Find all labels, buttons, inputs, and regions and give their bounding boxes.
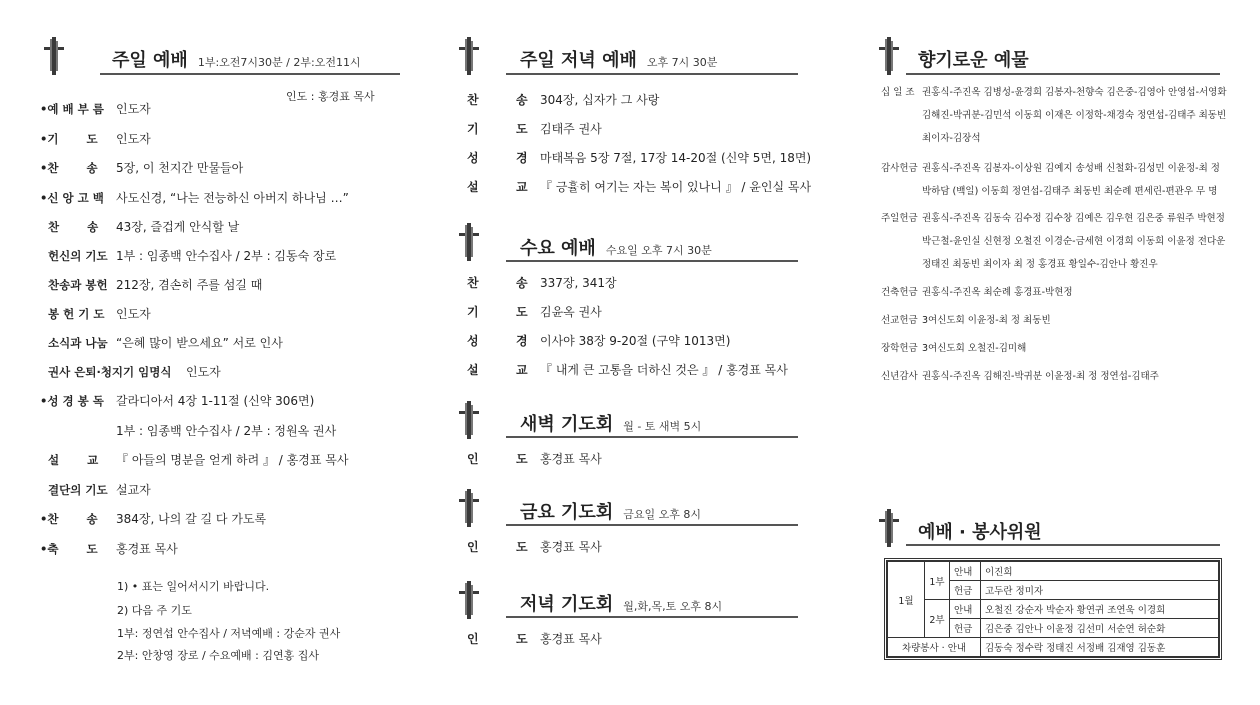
section-divider [100, 73, 400, 75]
order-row [40, 276, 262, 293]
sunday-section-title [112, 46, 361, 72]
order-value: 『 긍휼히 여기는 자는 복이 있나니 』 / 윤인실 목사 [540, 180, 812, 194]
order-label: •축 도 [40, 542, 98, 556]
offering-names: 권홍식-주진옥 김해진-박귀분 이윤정-최 정 정연섭-김태주 [922, 371, 1159, 382]
order-label-end: 송 [516, 276, 528, 290]
nightprayer-subtitle: 월,화,목,토 오후 8시 [623, 600, 723, 613]
order-label: •기 도 [40, 132, 98, 146]
guide-label: 안내 [950, 562, 981, 581]
offering-names: 권홍식-주진옥 김병성-윤경희 김봉자-천향숙 김은중-김영아 안영섭-서영화 [922, 87, 1227, 98]
cross-icon [456, 580, 482, 620]
order-value: 1부 : 임종백 안수집사 / 2부 : 김동숙 장로 [116, 249, 337, 263]
offering-names: 박근철-윤인실 신현정 오철진 이경순-금세현 이경희 이동희 이윤정 전다운 [922, 236, 1226, 247]
order-value: 설교자 [116, 483, 151, 497]
order-row [40, 510, 266, 527]
section-divider [906, 544, 1220, 546]
order-row [40, 130, 151, 147]
cross-icon [456, 36, 482, 76]
order-row [40, 540, 178, 557]
offering-label: 건축헌금 [881, 287, 918, 298]
order-value: 사도신경, “나는 전능하신 아버지 하나님 …” [116, 191, 349, 205]
order-label-end: 도 [516, 452, 528, 466]
offering-names: 박하담 (백일) 이동희 정연섭-김태주 최동빈 최순례 편세린-편관우 무 명 [922, 186, 1218, 197]
offering-label: 감사헌금 [881, 163, 918, 174]
volunteers-table-frame [884, 558, 1222, 660]
order-value: 김태주 권사 [540, 122, 602, 136]
volunteers-title: 예배 · 봉사위원 [918, 522, 1042, 543]
note-line: 2부: 안창영 장로 / 수요예배 : 김연홍 집사 [117, 649, 319, 662]
part1-cell: 1부 [925, 562, 950, 600]
order-row [40, 305, 151, 322]
cross-icon [876, 508, 902, 548]
order-value: 홍경표 목사 [540, 452, 602, 466]
sunday-subtitle: 1부:오전7시30분 / 2부:오전11시 [197, 56, 361, 69]
offering-names: 정태진 최동빈 최이자 최 정 홍경표 황일수-김안나 황진우 [922, 259, 1158, 270]
order-value: 홍경표 목사 [540, 632, 602, 646]
driver-names: 김동숙 정수락 정태진 서정배 김재영 김동훈 [981, 638, 1219, 657]
sunday-title: 주일 예배 [112, 50, 188, 71]
order-row [40, 218, 239, 235]
order-label: 설 [467, 363, 479, 377]
section-divider [506, 524, 798, 526]
evening-title: 주일 저녁 예배 [520, 50, 637, 71]
p2-offer-names: 김은중 김안나 이윤정 김선미 서순연 허순화 [981, 619, 1219, 638]
order-label: •성 경 봉 독 [40, 394, 104, 408]
section-divider [506, 260, 798, 262]
order-row [40, 363, 221, 380]
order-row [40, 392, 314, 409]
cross-icon [456, 222, 482, 262]
order-label-end: 경 [516, 334, 528, 348]
order-value: 384장, 나의 갈 길 다 가도록 [116, 512, 267, 526]
order-label: 설 [467, 180, 479, 194]
order-label: 설 교 [40, 453, 99, 467]
note-line: 1) • 표는 일어서시기 바랍니다. [117, 580, 270, 593]
order-label: 권사 은퇴·청지기 임명식 [40, 365, 172, 379]
order-value: 5장, 이 천지간 만물들아 [116, 161, 244, 175]
order-value: 갈라디아서 4장 1-11절 (신약 306면) [116, 394, 315, 408]
offer-label: 헌금 [950, 581, 981, 600]
order-value: “은혜 많이 받으세요” 서로 인사 [116, 336, 283, 350]
offering-label: 선교헌금 [881, 315, 918, 326]
order-label: 인 [467, 632, 479, 646]
offering-names: 권홍식-주진옥 최순례 홍경표-박현정 [922, 287, 1073, 298]
note-line: 1부: 정연섭 안수집사 / 저녁예배 : 강순자 권사 [117, 627, 341, 640]
cross-icon [41, 36, 67, 76]
order-value: 337장, 341장 [540, 276, 617, 290]
order-row [40, 451, 348, 468]
order-row [40, 159, 243, 176]
guide-label: 안내 [950, 600, 981, 619]
nightprayer-section-title [520, 590, 722, 616]
order-value: 인도자 [186, 365, 221, 379]
order-label: •신 앙 고 백 [40, 191, 104, 205]
order-value: 212장, 겸손히 주를 섬길 때 [116, 278, 263, 292]
order-label-end: 도 [516, 305, 528, 319]
order-label: 찬송과 봉헌 [40, 278, 108, 292]
offer-label: 헌금 [950, 619, 981, 638]
dawn-title: 새벽 기도회 [520, 414, 614, 435]
offering-names: 권홍식-주진옥 김동숙 김수정 김수창 김예은 김우현 김은중 류원주 박현정 [922, 213, 1225, 224]
note-line: 2) 다음 주 기도 [117, 604, 192, 617]
order-value: 『 아들의 명분을 얻게 하려 』 / 홍경표 목사 [116, 453, 349, 467]
section-divider [906, 73, 1220, 75]
order-value: 304장, 십자가 그 사랑 [540, 93, 660, 107]
order-label-end: 송 [516, 93, 528, 107]
wednesday-title: 수요 예배 [520, 238, 596, 259]
nightprayer-title: 저녁 기도회 [520, 594, 614, 615]
friday-section-title [520, 498, 701, 524]
evening-section-title [520, 46, 717, 72]
offering-label: 주일헌금 [881, 213, 918, 224]
section-divider [506, 436, 798, 438]
order-label: •찬 송 [40, 161, 98, 175]
order-value: 인도자 [116, 307, 151, 321]
offering-names: 권홍식-주진옥 김봉자-이상원 김예지 송성배 신철화-김성민 이윤정-최 정 [922, 163, 1220, 174]
order-value: 마태복음 5장 7절, 17장 14-20절 (신약 5면, 18면) [540, 151, 812, 165]
order-label: 성 [467, 151, 479, 165]
order-row [40, 422, 336, 439]
offering-names: 3여신도회 이윤정-최 정 최동빈 [922, 315, 1051, 326]
order-label-end: 도 [516, 540, 528, 554]
order-value: 1부 : 임종백 안수집사 / 2부 : 정원옥 권사 [116, 424, 337, 438]
order-label-end: 교 [516, 180, 528, 194]
order-value: 김윤옥 권사 [540, 305, 602, 319]
dawn-subtitle: 월 - 토 새벽 5시 [623, 420, 702, 433]
order-label: 찬 [467, 276, 479, 290]
offering-title: 향기로운 예물 [918, 50, 1029, 71]
p2-guide-names: 오철진 강순자 박순자 황연귀 조연욱 이경희 [981, 600, 1219, 619]
section-divider [506, 73, 798, 75]
order-label-end: 교 [516, 363, 528, 377]
offering-label: 신년감사 [881, 371, 918, 382]
order-value: 인도자 [116, 132, 151, 146]
order-label: 인 [467, 540, 479, 554]
order-row [40, 189, 349, 206]
evening-subtitle: 오후 7시 30분 [646, 56, 718, 69]
dawn-section-title [520, 410, 701, 436]
p1-guide-names: 이진희 [981, 562, 1219, 581]
order-label: 헌신의 기도 [40, 249, 108, 263]
cross-icon [876, 36, 902, 76]
sunday-leader: 인도 : 홍경표 목사 [286, 90, 375, 103]
wednesday-subtitle: 수요일 오후 7시 30분 [605, 244, 712, 257]
order-value: 홍경표 목사 [540, 540, 602, 554]
order-label: 성 [467, 334, 479, 348]
cross-icon [456, 400, 482, 440]
cross-icon [456, 488, 482, 528]
friday-title: 금요 기도회 [520, 502, 614, 523]
order-value: 『 내게 큰 고통을 더하신 것은 』 / 홍경표 목사 [540, 363, 788, 377]
order-label: •예 배 부 름 [40, 102, 104, 116]
friday-subtitle: 금요일 오후 8시 [623, 508, 701, 521]
month-cell: 1월 [888, 562, 925, 638]
order-label: 결단의 기도 [40, 483, 108, 497]
part2-cell: 2부 [925, 600, 950, 638]
offering-names: 3여신도회 오철진-김미해 [922, 343, 1027, 354]
order-label: 봉 헌 기 도 [40, 307, 105, 321]
order-label: 기 [467, 305, 479, 319]
order-row [40, 247, 336, 264]
order-label-end: 경 [516, 151, 528, 165]
order-value: 인도자 [116, 102, 151, 116]
offering-names: 최이자-김장석 [922, 133, 981, 144]
order-label: •찬 송 [40, 512, 98, 526]
order-label: 찬 [467, 93, 479, 107]
section-divider [506, 616, 798, 618]
order-value: 43장, 즐겁게 안식할 날 [116, 220, 240, 234]
volunteers-table [887, 561, 1219, 657]
order-value: 이사야 38장 9-20절 (구약 1013면) [540, 334, 731, 348]
order-label: 기 [467, 122, 479, 136]
offering-names: 김해진-박귀분-김민석 이동희 이재은 이정학-채경숙 정연섭-김태주 최동빈 [922, 110, 1227, 121]
wednesday-section-title [520, 234, 712, 260]
order-label: 인 [467, 452, 479, 466]
offering-label: 십 일 조 [881, 87, 915, 98]
order-label: 찬 송 [40, 220, 99, 234]
p1-offer-names: 고두란 정미자 [981, 581, 1219, 600]
driver-label: 차량봉사 · 안내 [888, 638, 981, 657]
order-row [40, 100, 151, 117]
order-label-end: 도 [516, 122, 528, 136]
order-value: 홍경표 목사 [116, 542, 178, 556]
order-label-end: 도 [516, 632, 528, 646]
offering-label: 장학헌금 [881, 343, 918, 354]
order-row [40, 481, 151, 498]
order-row [40, 334, 283, 351]
order-label: 소식과 나눔 [40, 336, 108, 350]
